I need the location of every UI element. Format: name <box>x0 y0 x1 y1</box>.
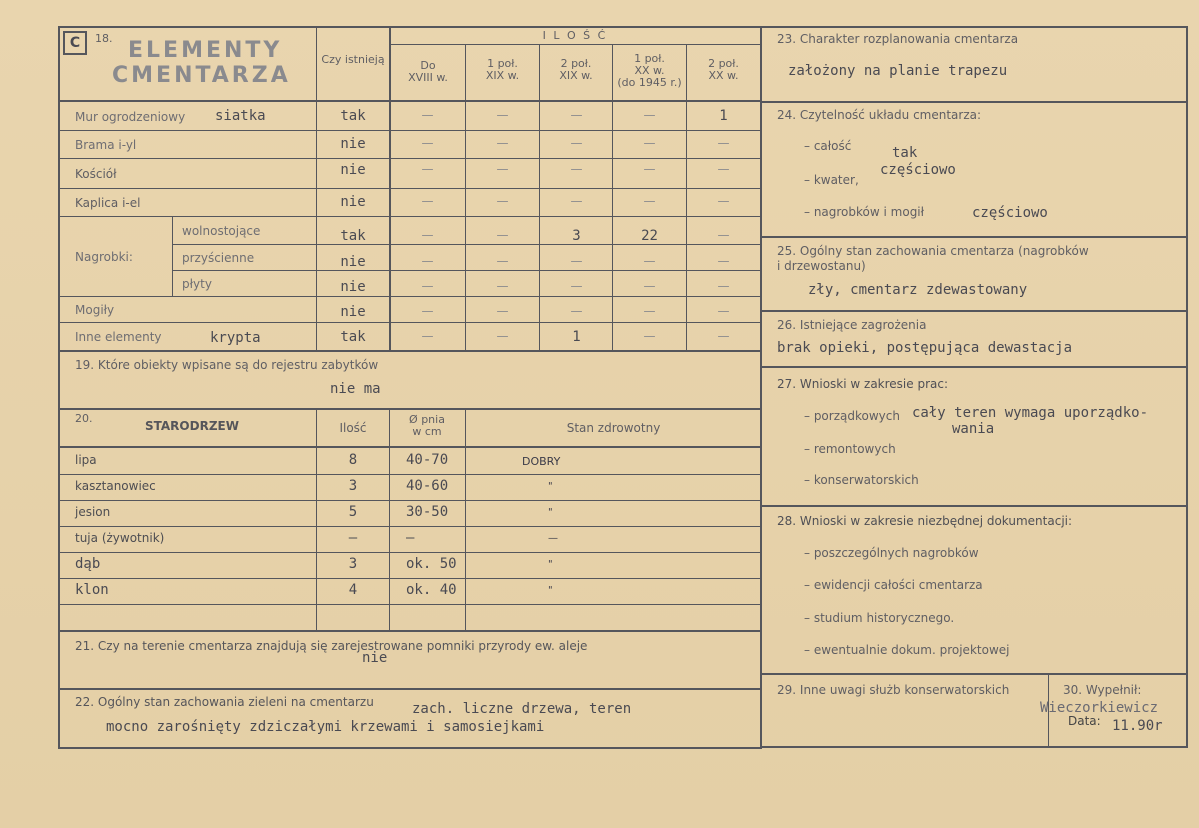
question-label: 24. Czytelność układu cmentarza: <box>777 108 982 122</box>
exists-value: nie <box>340 194 366 210</box>
quantity-cell: — <box>496 108 509 122</box>
question-label: 28. Wnioski w zakresie niezbędnej dokumentacji: <box>777 514 1073 528</box>
quantity-cell: — <box>421 329 434 343</box>
quantity-cell: — <box>717 304 730 318</box>
quantity-cell: — <box>717 194 730 208</box>
tree-health: " <box>548 559 553 570</box>
tree-qty: 8 <box>348 452 358 468</box>
tree-diameter: ok. 50 <box>406 556 457 572</box>
tree-name: jesion <box>75 505 111 519</box>
rule <box>762 236 1188 238</box>
question-label: 25. Ogólny stan zachowania cmentarza (nagrobków <box>777 244 1089 258</box>
section-title: ELEMENTY <box>128 38 283 63</box>
answer-value: nie <box>362 650 388 666</box>
exists-value: tak <box>340 329 366 345</box>
quantity-cell: — <box>570 194 583 208</box>
row-label: Kościół <box>75 167 117 181</box>
tree-health: " <box>548 481 553 492</box>
quantity-cell: 1 <box>572 329 581 345</box>
item-label: – całość <box>804 139 852 153</box>
quantity-cell: 22 <box>641 228 658 244</box>
rule <box>762 310 1188 312</box>
section-title: STARODRZEW <box>145 419 239 433</box>
item-label: – studium historycznego. <box>804 611 955 625</box>
exists-value: nie <box>340 304 366 320</box>
rule <box>58 100 762 102</box>
date-value: 11.90r <box>1112 718 1163 734</box>
rule <box>172 216 173 296</box>
column-header: I L O Ś Ć <box>542 29 608 42</box>
tree-diameter: — <box>406 530 415 546</box>
quantity-cell: — <box>643 136 656 150</box>
item-label: – porządkowych <box>804 409 900 423</box>
quantity-cell: — <box>570 108 583 122</box>
quantity-cell: — <box>570 254 583 268</box>
answer-value: zły, cmentarz zdewastowany <box>808 282 1028 298</box>
tree-diameter: 40-70 <box>406 452 449 468</box>
rule <box>760 26 762 749</box>
rule <box>58 158 761 159</box>
rule <box>58 578 761 579</box>
rule <box>58 688 762 690</box>
quantity-cell: — <box>643 329 656 343</box>
tree-name: tuja (żywotnik) <box>75 531 165 545</box>
tree-qty: 3 <box>348 556 358 572</box>
question-label: 30. Wypełnił: <box>1063 683 1142 697</box>
quantity-cell: — <box>496 329 509 343</box>
tree-name: klon <box>75 582 109 598</box>
rule <box>58 474 761 475</box>
quantity-cell: — <box>643 279 656 293</box>
quantity-cell: — <box>717 254 730 268</box>
quantity-cell: — <box>570 162 583 176</box>
quantity-cell: — <box>570 304 583 318</box>
tree-diameter: 30-50 <box>406 504 449 520</box>
section-number: 18. <box>95 32 113 45</box>
section-title: CMENTARZA <box>112 63 291 88</box>
question-label: 23. Charakter rozplanowania cmentarza <box>777 32 1019 46</box>
quantity-cell: — <box>570 136 583 150</box>
row-label: Kaplica i-el <box>75 196 141 210</box>
rule <box>58 322 761 323</box>
row-label: Inne elementy <box>75 330 162 344</box>
row-label: Mur ogrodzeniowy <box>75 110 186 124</box>
answer-value: częściowo <box>972 205 1048 221</box>
rule <box>58 747 762 749</box>
category-box: C <box>63 31 87 55</box>
exists-value: nie <box>340 254 366 270</box>
tree-qty: 3 <box>348 478 358 494</box>
answer-value: wania <box>952 421 995 437</box>
tree-health: " <box>548 585 553 596</box>
rule <box>58 526 761 527</box>
tree-qty: 5 <box>348 504 358 520</box>
exists-value: nie <box>340 136 366 152</box>
quantity-cell: — <box>717 162 730 176</box>
rule <box>389 408 390 630</box>
tree-name: kasztanowiec <box>75 479 156 493</box>
rule <box>465 408 466 630</box>
answer-value: cały teren wymaga uporządko- <box>912 405 1149 421</box>
question-label: i drzewostanu) <box>777 259 866 273</box>
period-header: 2 poł. XIX w. <box>559 57 593 82</box>
quantity-cell: — <box>496 136 509 150</box>
answer-value: tak <box>892 145 918 161</box>
tree-qty: 4 <box>348 582 358 598</box>
quantity-cell: — <box>421 136 434 150</box>
column-header: Ilość <box>339 421 367 435</box>
item-label: – kwater, <box>804 173 859 187</box>
rule <box>389 44 761 45</box>
item-label: – nagrobków i mogił <box>804 205 925 219</box>
exists-value: tak <box>340 108 366 124</box>
rule <box>316 408 317 630</box>
tree-health: " <box>548 507 553 518</box>
quantity-cell: — <box>496 194 509 208</box>
rule <box>172 270 761 271</box>
question-label: 26. Istniejące zagrożenia <box>777 318 927 332</box>
quantity-cell: — <box>717 329 730 343</box>
typed-value: siatka <box>215 108 266 124</box>
rule <box>58 26 762 28</box>
item-label: – remontowych <box>804 442 896 456</box>
rule <box>762 26 1188 28</box>
tree-name: lipa <box>75 453 97 467</box>
rule <box>762 101 1188 103</box>
quantity-cell: — <box>421 228 434 242</box>
row-label: przyścienne <box>182 251 255 265</box>
rule <box>58 630 762 632</box>
rule <box>58 216 761 217</box>
date-label: Data: <box>1068 714 1101 728</box>
rule <box>762 505 1188 507</box>
column-header: Czy istnieją <box>321 53 385 66</box>
quantity-cell: — <box>643 108 656 122</box>
rule <box>58 500 761 501</box>
answer-value: brak opieki, postępująca dewastacja <box>777 340 1073 356</box>
answer-value: częściowo <box>880 162 956 178</box>
rule <box>58 446 762 448</box>
item-label: – ewentualnie dokum. projektowej <box>804 643 1010 657</box>
period-header: 1 poł. XX w. (do 1945 r.) <box>617 52 682 89</box>
quantity-cell: — <box>496 279 509 293</box>
rule <box>58 350 762 352</box>
rule <box>58 604 761 605</box>
answer-value: zach. liczne drzewa, teren <box>412 701 632 717</box>
quantity-cell: — <box>496 162 509 176</box>
quantity-cell: — <box>570 279 583 293</box>
quantity-cell: — <box>421 304 434 318</box>
tree-health: — <box>548 533 558 544</box>
rule <box>762 746 1188 748</box>
quantity-cell: — <box>643 254 656 268</box>
rule <box>58 130 761 131</box>
row-label: płyty <box>182 277 212 291</box>
question-label: 21. Czy na terenie cmentarza znajdują się zarejestrowane pomniki przyrody ew. aleje <box>75 639 588 653</box>
column-header: Stan zdrowotny <box>566 421 661 435</box>
quantity-cell: — <box>421 162 434 176</box>
period-header: 1 poł. XIX w. <box>485 57 520 82</box>
quantity-cell: — <box>496 228 509 242</box>
quantity-cell: 1 <box>719 108 728 124</box>
rule <box>58 26 60 749</box>
rule <box>762 673 1188 675</box>
question-label: 27. Wnioski w zakresie prac: <box>777 377 949 391</box>
quantity-cell: — <box>717 136 730 150</box>
exists-value: nie <box>340 279 366 295</box>
row-label: Mogiły <box>75 303 115 317</box>
item-label: – ewidencji całości cmentarza <box>804 578 983 592</box>
quantity-cell: — <box>643 194 656 208</box>
column-header: Ø pnia w cm <box>409 413 445 438</box>
quantity-cell: 3 <box>572 228 581 244</box>
tree-diameter: ok. 40 <box>406 582 457 598</box>
section-number: 20. <box>75 412 93 425</box>
item-label: – poszczególnych nagrobków <box>804 546 979 560</box>
quantity-cell: — <box>643 304 656 318</box>
period-header: 2 poł. XX w. <box>708 57 739 82</box>
rule <box>58 552 761 553</box>
question-label: 29. Inne uwagi służb konserwatorskich <box>777 683 1010 697</box>
rule <box>58 188 761 189</box>
item-label: – konserwatorskich <box>804 473 919 487</box>
quantity-cell: — <box>717 228 730 242</box>
question-label: 19. Które obiekty wpisane są do rejestru zabytków <box>75 358 379 372</box>
answer-value: mocno zarośnięty zdziczałymi krzewami i samosiejkami <box>106 719 545 735</box>
quantity-cell: — <box>496 304 509 318</box>
row-label: Nagrobki: <box>75 250 133 264</box>
rule <box>762 366 1188 368</box>
quantity-cell: — <box>421 279 434 293</box>
quantity-cell: — <box>496 254 509 268</box>
rule <box>58 408 762 410</box>
quantity-cell: — <box>643 162 656 176</box>
tree-diameter: 40-60 <box>406 478 449 494</box>
exists-value: tak <box>340 228 366 244</box>
filled-by-name: Wieczorkiewicz <box>1040 700 1159 716</box>
answer-value: nie ma <box>330 381 381 397</box>
period-header: Do XVIII w. <box>408 59 448 84</box>
exists-value: nie <box>340 162 366 178</box>
typed-value: krypta <box>210 330 261 346</box>
answer-value: założony na planie trapezu <box>788 63 1008 79</box>
row-label: wolnostojące <box>182 224 261 238</box>
quantity-cell: — <box>421 108 434 122</box>
tree-qty: — <box>348 530 358 546</box>
row-label: Brama i-yl <box>75 138 137 152</box>
tree-health: DOBRY <box>522 455 561 468</box>
question-label: 22. Ogólny stan zachowania zieleni na cmentarzu <box>75 695 374 709</box>
tree-name: dąb <box>75 556 101 572</box>
rule <box>58 296 761 297</box>
rule <box>172 244 761 245</box>
rule <box>1186 26 1188 748</box>
quantity-cell: — <box>717 279 730 293</box>
quantity-cell: — <box>421 254 434 268</box>
quantity-cell: — <box>421 194 434 208</box>
